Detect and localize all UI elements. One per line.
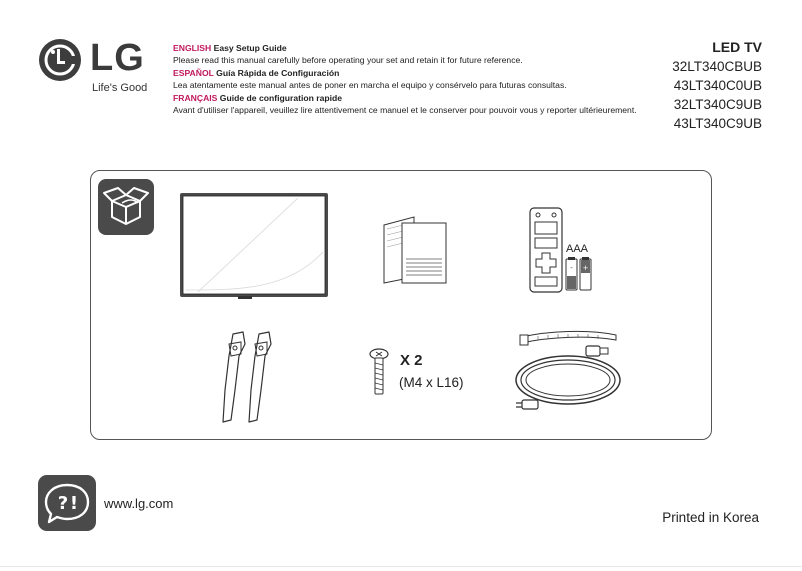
svg-text:+: +	[582, 264, 589, 272]
battery-icon	[564, 256, 594, 292]
model-item: 43LT340C9UB	[673, 116, 762, 131]
website-link[interactable]: www.lg.com	[104, 496, 174, 511]
intro-french: FRANÇAIS Guide de configuration rapide Avant d'utiliser l'appareil, veuillez lire attentivement ce manuel et le conserver pour pouvoir vous y reporter ultérieurement.	[173, 92, 637, 116]
screw-quantity: X 2	[400, 352, 423, 369]
battery-label: AAA	[566, 243, 589, 255]
intro-english: ENGLISH Easy Setup Guide Please read this manual carefully before operating your set and retain it for future reference.	[173, 43, 523, 66]
model-item: 43LT340C0UB	[673, 78, 762, 93]
manual-icon	[382, 215, 448, 285]
help-icon	[38, 475, 96, 531]
model-item: 32LT340C9UB	[673, 97, 762, 112]
power-cord-icon	[508, 344, 626, 416]
printed-in-label: Printed in Korea	[662, 510, 759, 525]
svg-text:?: ?	[57, 493, 69, 514]
tv-icon	[178, 192, 330, 302]
brand-logo-text: LG	[90, 37, 145, 79]
lg-logo-icon	[38, 38, 82, 82]
svg-text:-: -	[570, 264, 573, 272]
stand-icon	[215, 330, 287, 424]
screw-size: (M4 x L16)	[399, 375, 464, 390]
model-list	[672, 38, 762, 133]
remote-control-icon	[529, 207, 563, 293]
brand-tagline: Life's Good	[92, 82, 148, 94]
package-box-icon	[98, 179, 154, 235]
screw-icon	[368, 348, 390, 396]
model-item: 32LT340CBUB	[672, 59, 762, 74]
svg-text:!: !	[69, 493, 79, 514]
intro-spanish: ESPAÑOL Guía Rápida de Configuración Lea atentamente este manual antes de poner en marcha el equipo y consérvelo para futuras consultas.	[173, 67, 567, 91]
bottom-divider	[0, 566, 802, 567]
product-heading: LED TV	[712, 39, 762, 55]
intro-text	[173, 42, 643, 116]
